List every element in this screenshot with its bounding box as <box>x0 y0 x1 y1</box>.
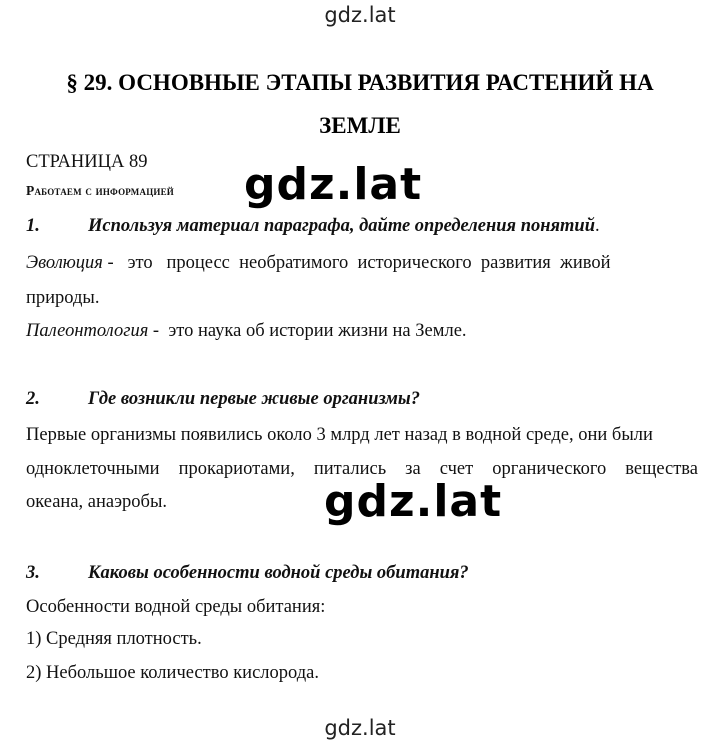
definition-2-term: Палеонтология <box>26 321 149 341</box>
question-3-number: 3. <box>26 563 40 583</box>
answer-3-item-2: 2) Небольшое количество кислорода. <box>26 663 319 683</box>
question-3-text: Каковы особенности водной среды обитания? <box>88 563 469 583</box>
answer-2-line-2: одноклеточными прокариотами, питались за счет органического вещества <box>26 459 698 479</box>
watermark-top: gdz.lat <box>324 3 396 27</box>
definition-2-text: - это наука об истории жизни на Земле. <box>148 321 467 341</box>
definition-1-line-2: природы. <box>26 288 100 308</box>
watermark-center-bottom: gdz.lat <box>324 476 503 527</box>
definition-1-line-1 <box>26 253 698 274</box>
answer-3-item-1: 1) Средняя плотность. <box>26 629 202 649</box>
definition-1-term: Эволюция <box>26 253 103 273</box>
answer-2-line-3: океана, анаэробы. <box>26 492 168 512</box>
question-1 <box>88 216 600 237</box>
answer-3-intro: Особенности водной среды обитания: <box>26 597 326 617</box>
section-label: Работаем с информацией <box>26 183 175 198</box>
question-1-text: Используя материал параграфа, дайте определения понятий <box>88 216 595 236</box>
definition-1-text: - это процесс необратимого исторического развития живой <box>102 253 611 273</box>
page-title-line-1: § 29. ОСНОВНЫЕ ЭТАПЫ РАЗВИТИЯ РАСТЕНИЙ НА <box>66 70 654 95</box>
watermark-bottom: gdz.lat <box>324 716 396 740</box>
page-title-line-2: ЗЕМЛЕ <box>319 113 401 138</box>
answer-2-line-1: Первые организмы появились около 3 млрд лет назад в водной среде, они были <box>26 425 653 445</box>
watermark-center-top: gdz.lat <box>244 159 423 210</box>
page-number-label: СТРАНИЦА 89 <box>26 152 148 172</box>
question-1-number: 1. <box>26 216 40 236</box>
question-1-period: . <box>595 216 600 236</box>
definition-2 <box>26 321 467 342</box>
question-2-number: 2. <box>26 389 40 409</box>
question-2-text: Где возникли первые живые организмы? <box>88 389 420 409</box>
